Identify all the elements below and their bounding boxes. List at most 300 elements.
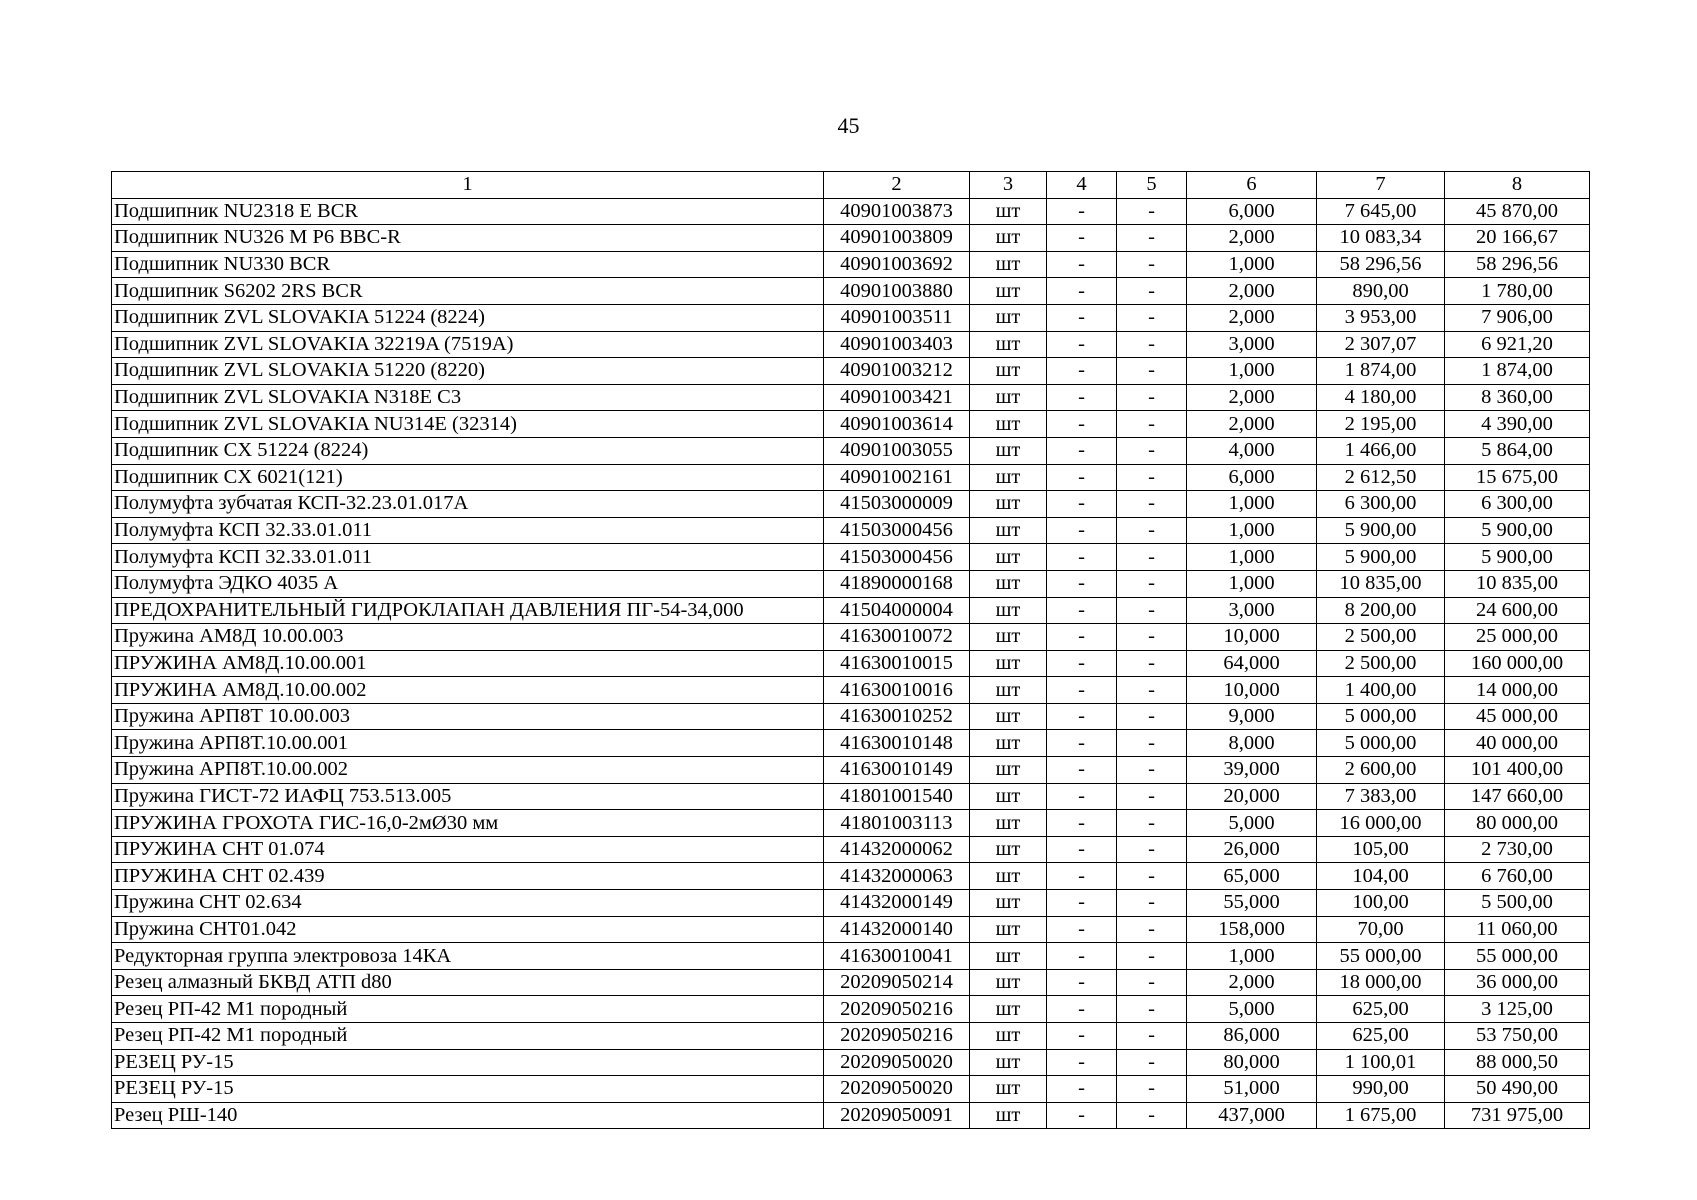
amount-cell: 24 600,00 [1445, 597, 1590, 624]
item-code-cell: 41503000456 [824, 544, 970, 571]
col5-cell: - [1117, 783, 1187, 810]
col4-cell: - [1047, 863, 1117, 890]
amount-cell: 3 125,00 [1445, 996, 1590, 1023]
item-code-cell: 41801003113 [824, 810, 970, 837]
item-code-cell: 20209050216 [824, 996, 970, 1023]
item-code-cell: 40901003614 [824, 411, 970, 438]
amount-cell: 80 000,00 [1445, 810, 1590, 837]
col4-cell: - [1047, 650, 1117, 677]
amount-cell: 50 490,00 [1445, 1076, 1590, 1103]
item-code-cell: 41432000063 [824, 863, 970, 890]
quantity-cell: 8,000 [1187, 730, 1317, 757]
item-name-cell: Пружина СНТ01.042 [112, 916, 824, 943]
item-name-cell: Подшипник ZVL SLOVAKIA 51224 (8224) [112, 304, 824, 331]
unit-cell: шт [970, 411, 1047, 438]
table-row [112, 863, 1590, 890]
unit-cell: шт [970, 757, 1047, 784]
price-cell: 990,00 [1317, 1076, 1445, 1103]
item-code-cell: 41630010041 [824, 943, 970, 970]
item-code-cell: 40901003809 [824, 225, 970, 252]
col5-cell: - [1117, 358, 1187, 385]
table-row [112, 810, 1590, 837]
item-name-cell: Резец РП-42 М1 породный [112, 996, 824, 1023]
col5-cell: - [1117, 1102, 1187, 1129]
item-name-cell: Подшипник NU330 BCR [112, 251, 824, 278]
price-cell: 105,00 [1317, 836, 1445, 863]
amount-cell: 147 660,00 [1445, 783, 1590, 810]
price-cell: 2 307,07 [1317, 331, 1445, 358]
item-code-cell: 40901003055 [824, 437, 970, 464]
item-name-cell: Подшипник CX 6021(121) [112, 464, 824, 491]
unit-cell: шт [970, 703, 1047, 730]
quantity-cell: 5,000 [1187, 810, 1317, 837]
unit-cell: шт [970, 810, 1047, 837]
col4-cell: - [1047, 996, 1117, 1023]
table-row [112, 251, 1590, 278]
col4-cell: - [1047, 703, 1117, 730]
item-code-cell: 41503000456 [824, 517, 970, 544]
item-name-cell: РЕЗЕЦ РУ-15 [112, 1049, 824, 1076]
col5-cell: - [1117, 916, 1187, 943]
col4-cell: - [1047, 916, 1117, 943]
unit-cell: шт [970, 969, 1047, 996]
amount-cell: 160 000,00 [1445, 650, 1590, 677]
price-cell: 4 180,00 [1317, 384, 1445, 411]
col5-cell: - [1117, 730, 1187, 757]
price-cell: 70,00 [1317, 916, 1445, 943]
price-cell: 16 000,00 [1317, 810, 1445, 837]
unit-cell: шт [970, 1076, 1047, 1103]
quantity-cell: 1,000 [1187, 544, 1317, 571]
unit-cell: шт [970, 1049, 1047, 1076]
col4-cell: - [1047, 491, 1117, 518]
amount-cell: 1 874,00 [1445, 358, 1590, 385]
amount-cell: 58 296,56 [1445, 251, 1590, 278]
col5-cell: - [1117, 411, 1187, 438]
item-code-cell: 41504000004 [824, 597, 970, 624]
table-row [112, 358, 1590, 385]
quantity-cell: 4,000 [1187, 437, 1317, 464]
unit-cell: шт [970, 943, 1047, 970]
quantity-cell: 26,000 [1187, 836, 1317, 863]
unit-cell: шт [970, 225, 1047, 252]
price-cell: 18 000,00 [1317, 969, 1445, 996]
unit-cell: шт [970, 570, 1047, 597]
item-code-cell: 41630010016 [824, 677, 970, 704]
quantity-cell: 39,000 [1187, 757, 1317, 784]
quantity-cell: 65,000 [1187, 863, 1317, 890]
column-header: 2 [824, 172, 970, 199]
unit-cell: шт [970, 677, 1047, 704]
quantity-cell: 1,000 [1187, 251, 1317, 278]
unit-cell: шт [970, 1102, 1047, 1129]
col4-cell: - [1047, 198, 1117, 225]
quantity-cell: 80,000 [1187, 1049, 1317, 1076]
amount-cell: 4 390,00 [1445, 411, 1590, 438]
price-cell: 5 000,00 [1317, 703, 1445, 730]
col5-cell: - [1117, 437, 1187, 464]
quantity-cell: 2,000 [1187, 411, 1317, 438]
item-name-cell: Полумуфта КСП 32.33.01.011 [112, 544, 824, 571]
table-row [112, 1076, 1590, 1103]
amount-cell: 8 360,00 [1445, 384, 1590, 411]
unit-cell: шт [970, 491, 1047, 518]
quantity-cell: 2,000 [1187, 384, 1317, 411]
price-cell: 5 000,00 [1317, 730, 1445, 757]
amount-cell: 88 000,50 [1445, 1049, 1590, 1076]
unit-cell: шт [970, 358, 1047, 385]
amount-cell: 45 870,00 [1445, 198, 1590, 225]
item-code-cell: 41630010252 [824, 703, 970, 730]
col4-cell: - [1047, 1023, 1117, 1050]
table-row [112, 304, 1590, 331]
price-cell: 8 200,00 [1317, 597, 1445, 624]
price-cell: 10 083,34 [1317, 225, 1445, 252]
amount-cell: 53 750,00 [1445, 1023, 1590, 1050]
amount-cell: 20 166,67 [1445, 225, 1590, 252]
price-cell: 2 500,00 [1317, 650, 1445, 677]
unit-cell: шт [970, 890, 1047, 917]
item-name-cell: ПРУЖИНА СНТ 02.439 [112, 863, 824, 890]
col4-cell: - [1047, 358, 1117, 385]
item-code-cell: 40901003212 [824, 358, 970, 385]
unit-cell: шт [970, 916, 1047, 943]
item-code-cell: 41630010149 [824, 757, 970, 784]
price-cell: 7 383,00 [1317, 783, 1445, 810]
price-cell: 6 300,00 [1317, 491, 1445, 518]
col5-cell: - [1117, 836, 1187, 863]
unit-cell: шт [970, 304, 1047, 331]
quantity-cell: 2,000 [1187, 278, 1317, 305]
table-row [112, 225, 1590, 252]
price-cell: 55 000,00 [1317, 943, 1445, 970]
col4-cell: - [1047, 730, 1117, 757]
unit-cell: шт [970, 624, 1047, 651]
table-row [112, 198, 1590, 225]
item-code-cell: 41801001540 [824, 783, 970, 810]
amount-cell: 1 780,00 [1445, 278, 1590, 305]
item-name-cell: ПРУЖИНА АМ8Д.10.00.001 [112, 650, 824, 677]
table-header-row [112, 172, 1590, 199]
table-row [112, 278, 1590, 305]
item-code-cell: 20209050020 [824, 1076, 970, 1103]
unit-cell: шт [970, 783, 1047, 810]
item-name-cell: Пружина АРП8Т.10.00.001 [112, 730, 824, 757]
col4-cell: - [1047, 677, 1117, 704]
amount-cell: 55 000,00 [1445, 943, 1590, 970]
col5-cell: - [1117, 624, 1187, 651]
column-header: 4 [1047, 172, 1117, 199]
item-code-cell: 41432000149 [824, 890, 970, 917]
item-name-cell: Пружина СНТ 02.634 [112, 890, 824, 917]
inventory-table [111, 171, 1590, 1129]
item-name-cell: Редукторная группа электровоза 14КА [112, 943, 824, 970]
col4-cell: - [1047, 810, 1117, 837]
quantity-cell: 2,000 [1187, 225, 1317, 252]
col4-cell: - [1047, 836, 1117, 863]
item-name-cell: Подшипник ZVL SLOVAKIA N318E C3 [112, 384, 824, 411]
unit-cell: шт [970, 996, 1047, 1023]
column-header: 1 [112, 172, 824, 199]
price-cell: 10 835,00 [1317, 570, 1445, 597]
col5-cell: - [1117, 464, 1187, 491]
item-name-cell: Подшипник ZVL SLOVAKIA 32219A (7519A) [112, 331, 824, 358]
table-row [112, 783, 1590, 810]
price-cell: 3 953,00 [1317, 304, 1445, 331]
col4-cell: - [1047, 411, 1117, 438]
item-code-cell: 40901002161 [824, 464, 970, 491]
col5-cell: - [1117, 863, 1187, 890]
price-cell: 1 400,00 [1317, 677, 1445, 704]
col4-cell: - [1047, 437, 1117, 464]
quantity-cell: 10,000 [1187, 677, 1317, 704]
table-row [112, 996, 1590, 1023]
amount-cell: 731 975,00 [1445, 1102, 1590, 1129]
table-row [112, 517, 1590, 544]
table-row [112, 1023, 1590, 1050]
unit-cell: шт [970, 437, 1047, 464]
item-code-cell: 41432000062 [824, 836, 970, 863]
quantity-cell: 1,000 [1187, 517, 1317, 544]
table-row [112, 491, 1590, 518]
price-cell: 5 900,00 [1317, 544, 1445, 571]
col5-cell: - [1117, 304, 1187, 331]
unit-cell: шт [970, 597, 1047, 624]
col5-cell: - [1117, 544, 1187, 571]
unit-cell: шт [970, 384, 1047, 411]
item-name-cell: Полумуфта ЭДКО 4035 А [112, 570, 824, 597]
col5-cell: - [1117, 969, 1187, 996]
quantity-cell: 1,000 [1187, 491, 1317, 518]
col5-cell: - [1117, 810, 1187, 837]
amount-cell: 5 900,00 [1445, 544, 1590, 571]
col4-cell: - [1047, 969, 1117, 996]
table-row [112, 624, 1590, 651]
table-row [112, 437, 1590, 464]
item-name-cell: Пружина АРП8Т.10.00.002 [112, 757, 824, 784]
price-cell: 104,00 [1317, 863, 1445, 890]
amount-cell: 40 000,00 [1445, 730, 1590, 757]
item-code-cell: 41630010072 [824, 624, 970, 651]
col5-cell: - [1117, 517, 1187, 544]
item-name-cell: Полумуфта зубчатая КСП-32.23.01.017А [112, 491, 824, 518]
item-name-cell: Резец алмазный БКВД АТП d80 [112, 969, 824, 996]
item-code-cell: 40901003511 [824, 304, 970, 331]
amount-cell: 25 000,00 [1445, 624, 1590, 651]
item-code-cell: 40901003403 [824, 331, 970, 358]
col5-cell: - [1117, 331, 1187, 358]
item-name-cell: ПРЕДОХРАНИТЕЛЬНЫЙ ГИДРОКЛАПАН ДАВЛЕНИЯ ПГ-54-34,000 [112, 597, 824, 624]
col5-cell: - [1117, 570, 1187, 597]
item-code-cell: 41630010148 [824, 730, 970, 757]
price-cell: 100,00 [1317, 890, 1445, 917]
table-row [112, 836, 1590, 863]
amount-cell: 36 000,00 [1445, 969, 1590, 996]
quantity-cell: 1,000 [1187, 358, 1317, 385]
item-name-cell: Подшипник CX 51224 (8224) [112, 437, 824, 464]
table-row [112, 544, 1590, 571]
item-name-cell: ПРУЖИНА ГРОХОТА ГИС-16,0-2мØ30 мм [112, 810, 824, 837]
table-row [112, 331, 1590, 358]
item-code-cell: 20209050091 [824, 1102, 970, 1129]
col4-cell: - [1047, 570, 1117, 597]
item-name-cell: Подшипник S6202 2RS BCR [112, 278, 824, 305]
table-row [112, 384, 1590, 411]
item-name-cell: ПРУЖИНА АМ8Д.10.00.002 [112, 677, 824, 704]
col5-cell: - [1117, 1076, 1187, 1103]
quantity-cell: 6,000 [1187, 464, 1317, 491]
price-cell: 625,00 [1317, 996, 1445, 1023]
price-cell: 2 195,00 [1317, 411, 1445, 438]
table-row [112, 1102, 1590, 1129]
price-cell: 5 900,00 [1317, 517, 1445, 544]
item-name-cell: Подшипник NU2318 E BCR [112, 198, 824, 225]
amount-cell: 6 760,00 [1445, 863, 1590, 890]
quantity-cell: 55,000 [1187, 890, 1317, 917]
col4-cell: - [1047, 597, 1117, 624]
amount-cell: 6 921,20 [1445, 331, 1590, 358]
item-code-cell: 20209050214 [824, 969, 970, 996]
col4-cell: - [1047, 1102, 1117, 1129]
unit-cell: шт [970, 517, 1047, 544]
price-cell: 7 645,00 [1317, 198, 1445, 225]
table-row [112, 570, 1590, 597]
column-header: 5 [1117, 172, 1187, 199]
col5-cell: - [1117, 1049, 1187, 1076]
item-name-cell: Резец РП-42 М1 породный [112, 1023, 824, 1050]
price-cell: 1 100,01 [1317, 1049, 1445, 1076]
amount-cell: 5 500,00 [1445, 890, 1590, 917]
column-header: 7 [1317, 172, 1445, 199]
col4-cell: - [1047, 890, 1117, 917]
item-name-cell: Подшипник ZVL SLOVAKIA 51220 (8220) [112, 358, 824, 385]
column-header: 6 [1187, 172, 1317, 199]
quantity-cell: 437,000 [1187, 1102, 1317, 1129]
amount-cell: 45 000,00 [1445, 703, 1590, 730]
item-code-cell: 20209050020 [824, 1049, 970, 1076]
price-cell: 2 600,00 [1317, 757, 1445, 784]
table-row [112, 1049, 1590, 1076]
page-number: 45 [837, 113, 860, 138]
item-name-cell: Подшипник ZVL SLOVAKIA NU314E (32314) [112, 411, 824, 438]
col4-cell: - [1047, 384, 1117, 411]
table-row [112, 969, 1590, 996]
col5-cell: - [1117, 1023, 1187, 1050]
item-code-cell: 40901003692 [824, 251, 970, 278]
col5-cell: - [1117, 703, 1187, 730]
table-row [112, 730, 1590, 757]
table-row [112, 677, 1590, 704]
col4-cell: - [1047, 783, 1117, 810]
col4-cell: - [1047, 225, 1117, 252]
price-cell: 2 612,50 [1317, 464, 1445, 491]
unit-cell: шт [970, 650, 1047, 677]
col5-cell: - [1117, 943, 1187, 970]
amount-cell: 5 900,00 [1445, 517, 1590, 544]
price-cell: 890,00 [1317, 278, 1445, 305]
col5-cell: - [1117, 491, 1187, 518]
quantity-cell: 3,000 [1187, 331, 1317, 358]
item-code-cell: 20209050216 [824, 1023, 970, 1050]
unit-cell: шт [970, 730, 1047, 757]
amount-cell: 11 060,00 [1445, 916, 1590, 943]
amount-cell: 7 906,00 [1445, 304, 1590, 331]
column-header: 3 [970, 172, 1047, 199]
price-cell: 1 675,00 [1317, 1102, 1445, 1129]
col5-cell: - [1117, 225, 1187, 252]
table-row [112, 464, 1590, 491]
table-body [112, 198, 1590, 1129]
unit-cell: шт [970, 251, 1047, 278]
item-name-cell: РЕЗЕЦ РУ-15 [112, 1076, 824, 1103]
col4-cell: - [1047, 1076, 1117, 1103]
quantity-cell: 51,000 [1187, 1076, 1317, 1103]
item-code-cell: 41432000140 [824, 916, 970, 943]
col4-cell: - [1047, 331, 1117, 358]
amount-cell: 5 864,00 [1445, 437, 1590, 464]
amount-cell: 6 300,00 [1445, 491, 1590, 518]
col5-cell: - [1117, 650, 1187, 677]
quantity-cell: 10,000 [1187, 624, 1317, 651]
quantity-cell: 5,000 [1187, 996, 1317, 1023]
unit-cell: шт [970, 464, 1047, 491]
col5-cell: - [1117, 757, 1187, 784]
col5-cell: - [1117, 384, 1187, 411]
amount-cell: 15 675,00 [1445, 464, 1590, 491]
table-row [112, 703, 1590, 730]
amount-cell: 10 835,00 [1445, 570, 1590, 597]
item-code-cell: 40901003880 [824, 278, 970, 305]
item-name-cell: Пружина АМ8Д 10.00.003 [112, 624, 824, 651]
quantity-cell: 9,000 [1187, 703, 1317, 730]
unit-cell: шт [970, 544, 1047, 571]
price-cell: 1 466,00 [1317, 437, 1445, 464]
col5-cell: - [1117, 597, 1187, 624]
unit-cell: шт [970, 331, 1047, 358]
quantity-cell: 86,000 [1187, 1023, 1317, 1050]
col4-cell: - [1047, 464, 1117, 491]
unit-cell: шт [970, 836, 1047, 863]
col5-cell: - [1117, 677, 1187, 704]
col5-cell: - [1117, 996, 1187, 1023]
col4-cell: - [1047, 1049, 1117, 1076]
table-row [112, 411, 1590, 438]
item-name-cell: Пружина ГИСТ-72 ИАФЦ 753.513.005 [112, 783, 824, 810]
col5-cell: - [1117, 198, 1187, 225]
col5-cell: - [1117, 278, 1187, 305]
col4-cell: - [1047, 278, 1117, 305]
item-code-cell: 40901003873 [824, 198, 970, 225]
table-row [112, 943, 1590, 970]
col4-cell: - [1047, 544, 1117, 571]
price-cell: 1 874,00 [1317, 358, 1445, 385]
quantity-cell: 6,000 [1187, 198, 1317, 225]
col4-cell: - [1047, 304, 1117, 331]
amount-cell: 14 000,00 [1445, 677, 1590, 704]
price-cell: 625,00 [1317, 1023, 1445, 1050]
column-header: 8 [1445, 172, 1590, 199]
amount-cell: 2 730,00 [1445, 836, 1590, 863]
price-cell: 2 500,00 [1317, 624, 1445, 651]
quantity-cell: 1,000 [1187, 570, 1317, 597]
table-row [112, 650, 1590, 677]
item-name-cell: ПРУЖИНА СНТ 01.074 [112, 836, 824, 863]
item-code-cell: 41890000168 [824, 570, 970, 597]
item-code-cell: 40901003421 [824, 384, 970, 411]
table-row [112, 757, 1590, 784]
col5-cell: - [1117, 251, 1187, 278]
unit-cell: шт [970, 198, 1047, 225]
